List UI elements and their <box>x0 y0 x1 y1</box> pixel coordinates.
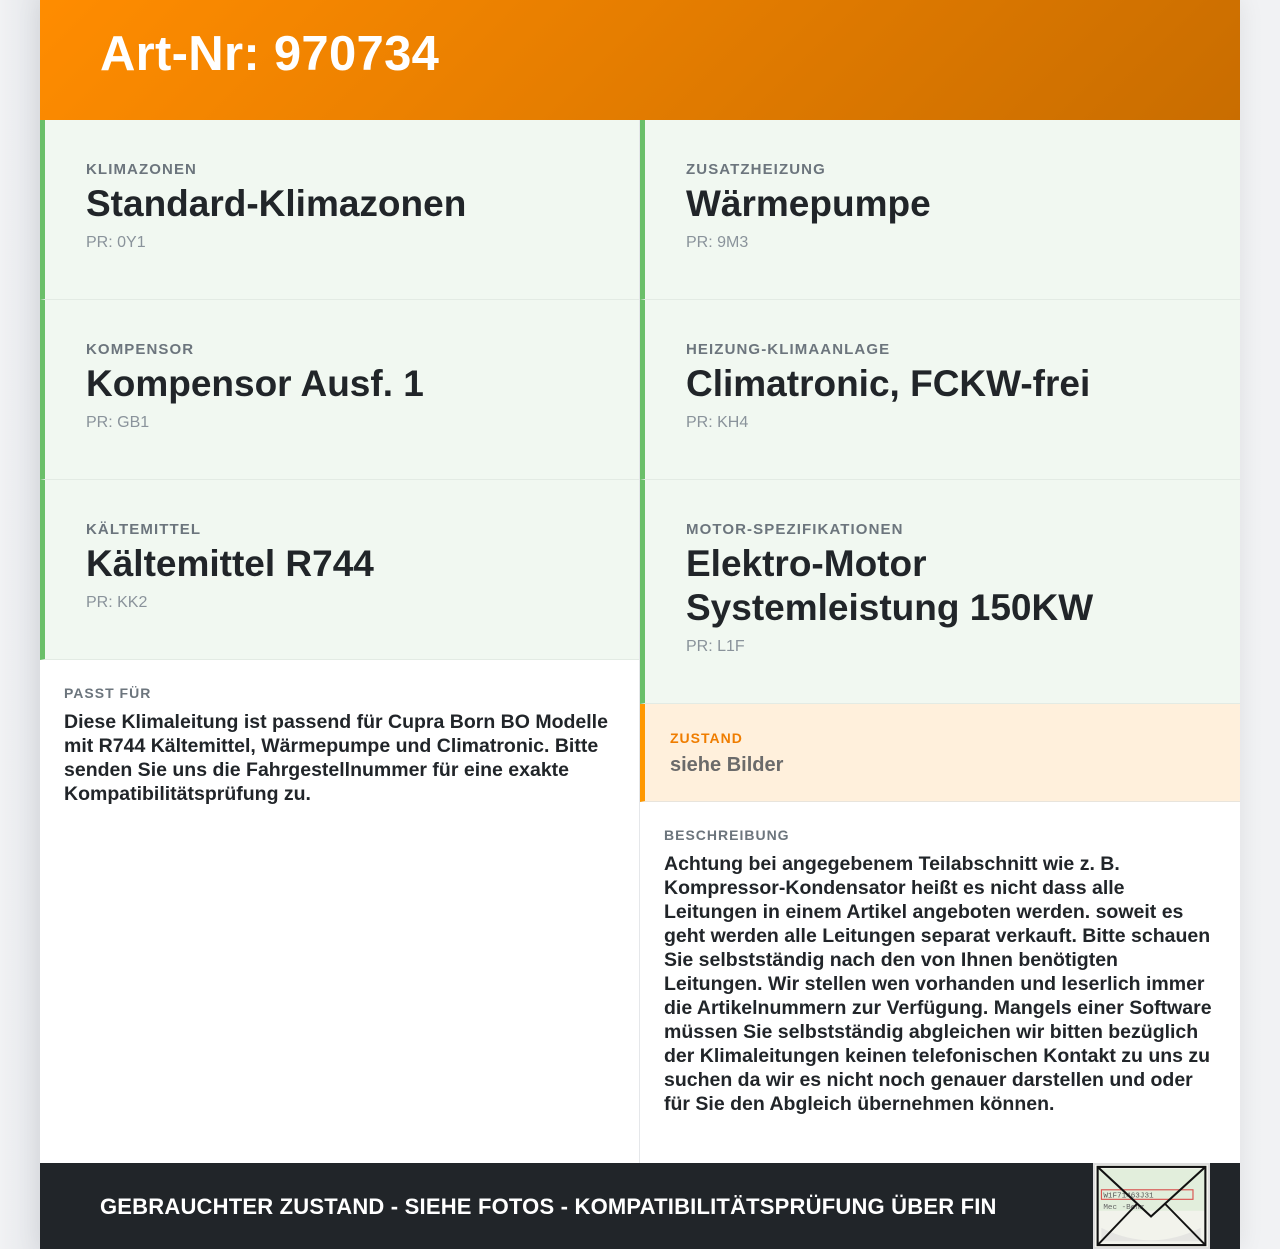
svg-text:Mec -Benz: Mec -Benz <box>1103 1203 1145 1212</box>
spec-label: KOMPENSOR <box>86 341 195 358</box>
spec-value: Wärmepumpe <box>686 183 931 224</box>
beschreibung-text: Achtung bei angegebenem Teilabschnitt wie z. B. Kompressor-Kondensator heißt es nicht dass alle Leitungen in einem Artikel angeboten werden. soweit es geht werden alle Leitungen separat verkauft. Bitte schauen Sie selbstständig nach den von Ihnen benötigten Leitungen. Wir stellen wen vorhanden und leserlich immer die Artikelnummern zur Verfügung. Mangels einer Software müssen Sie selbstständig abgleichen wir bitten bezüglich der Klimaleitungen keinen telefonischen Kontakt zu uns zu suchen da wir es nicht noch genauer darstellen und oder für Sie den Abgleich übernehmen können. <box>664 853 1212 1115</box>
spec-value: Standard-Klimazonen <box>86 183 467 224</box>
spec-pr-code: PR: 9M3 <box>686 234 749 251</box>
left-column <box>40 120 640 1163</box>
spec-pr-code: PR: GB1 <box>86 414 150 431</box>
passt-fuer-text: Diese Klimaleitung ist passend für Cupra Born BO Modelle mit R744 Kältemittel, Wärmepumpe und Climatronic. Bitte senden Sie uns die Fahrgestellnummer für eine exakte Kompatibilitätsprüfung zu. <box>64 711 608 805</box>
spec-pr-code: PR: KH4 <box>686 414 749 431</box>
spec-card-heizung-klimaanlage <box>640 300 1240 480</box>
footer-text: GEBRAUCHTER ZUSTAND - SIEHE FOTOS - KOMPATIBILITÄTSPRÜFUNG ÜBER FIN <box>100 1194 997 1219</box>
spec-label: KÄLTEMITTEL <box>86 521 202 538</box>
header <box>40 0 1240 120</box>
spec-card-klimazonen <box>40 120 639 300</box>
spec-pr-code: PR: 0Y1 <box>86 234 146 251</box>
beschreibung-section <box>640 802 1240 1116</box>
spec-value: Kältemittel R744 <box>86 543 374 584</box>
right-column <box>640 120 1240 1163</box>
spec-card-motor <box>640 480 1240 704</box>
spec-card-zusatzheizung <box>640 120 1240 300</box>
spec-value: Elektro-Motor Systemleistung 150KW <box>686 543 1094 628</box>
spec-label: KLIMAZONEN <box>86 161 197 178</box>
article-number-title: Art-Nr: 970734 <box>100 27 440 81</box>
zustand-value: siehe Bilder <box>670 754 784 776</box>
svg-text:W1F71463J31: W1F71463J31 <box>1103 1192 1154 1201</box>
spec-pr-code: PR: L1F <box>686 638 745 655</box>
content-columns <box>40 120 1240 1163</box>
spec-value: Kompensor Ausf. 1 <box>86 363 424 404</box>
spec-card-kaeltemittel <box>40 480 639 660</box>
spec-label: MOTOR-SPEZIFIKATIONEN <box>686 521 904 538</box>
spec-label: HEIZUNG-KLIMAANLAGE <box>686 341 891 358</box>
spec-pr-code: PR: KK2 <box>86 594 148 611</box>
spec-value: Climatronic, FCKW-frei <box>686 363 1091 404</box>
product-sheet <box>40 0 1240 1249</box>
envelope-fin-icon <box>1093 1163 1210 1249</box>
spec-label: ZUSATZHEIZUNG <box>686 161 826 178</box>
zustand-box <box>640 704 1240 802</box>
zustand-label: ZUSTAND <box>670 730 743 746</box>
passt-fuer-label: PASST FÜR <box>64 685 152 701</box>
beschreibung-label: BESCHREIBUNG <box>664 827 790 843</box>
passt-fuer-section <box>40 660 639 806</box>
spec-card-kompensor <box>40 300 639 480</box>
footer-banner <box>40 1163 1240 1249</box>
